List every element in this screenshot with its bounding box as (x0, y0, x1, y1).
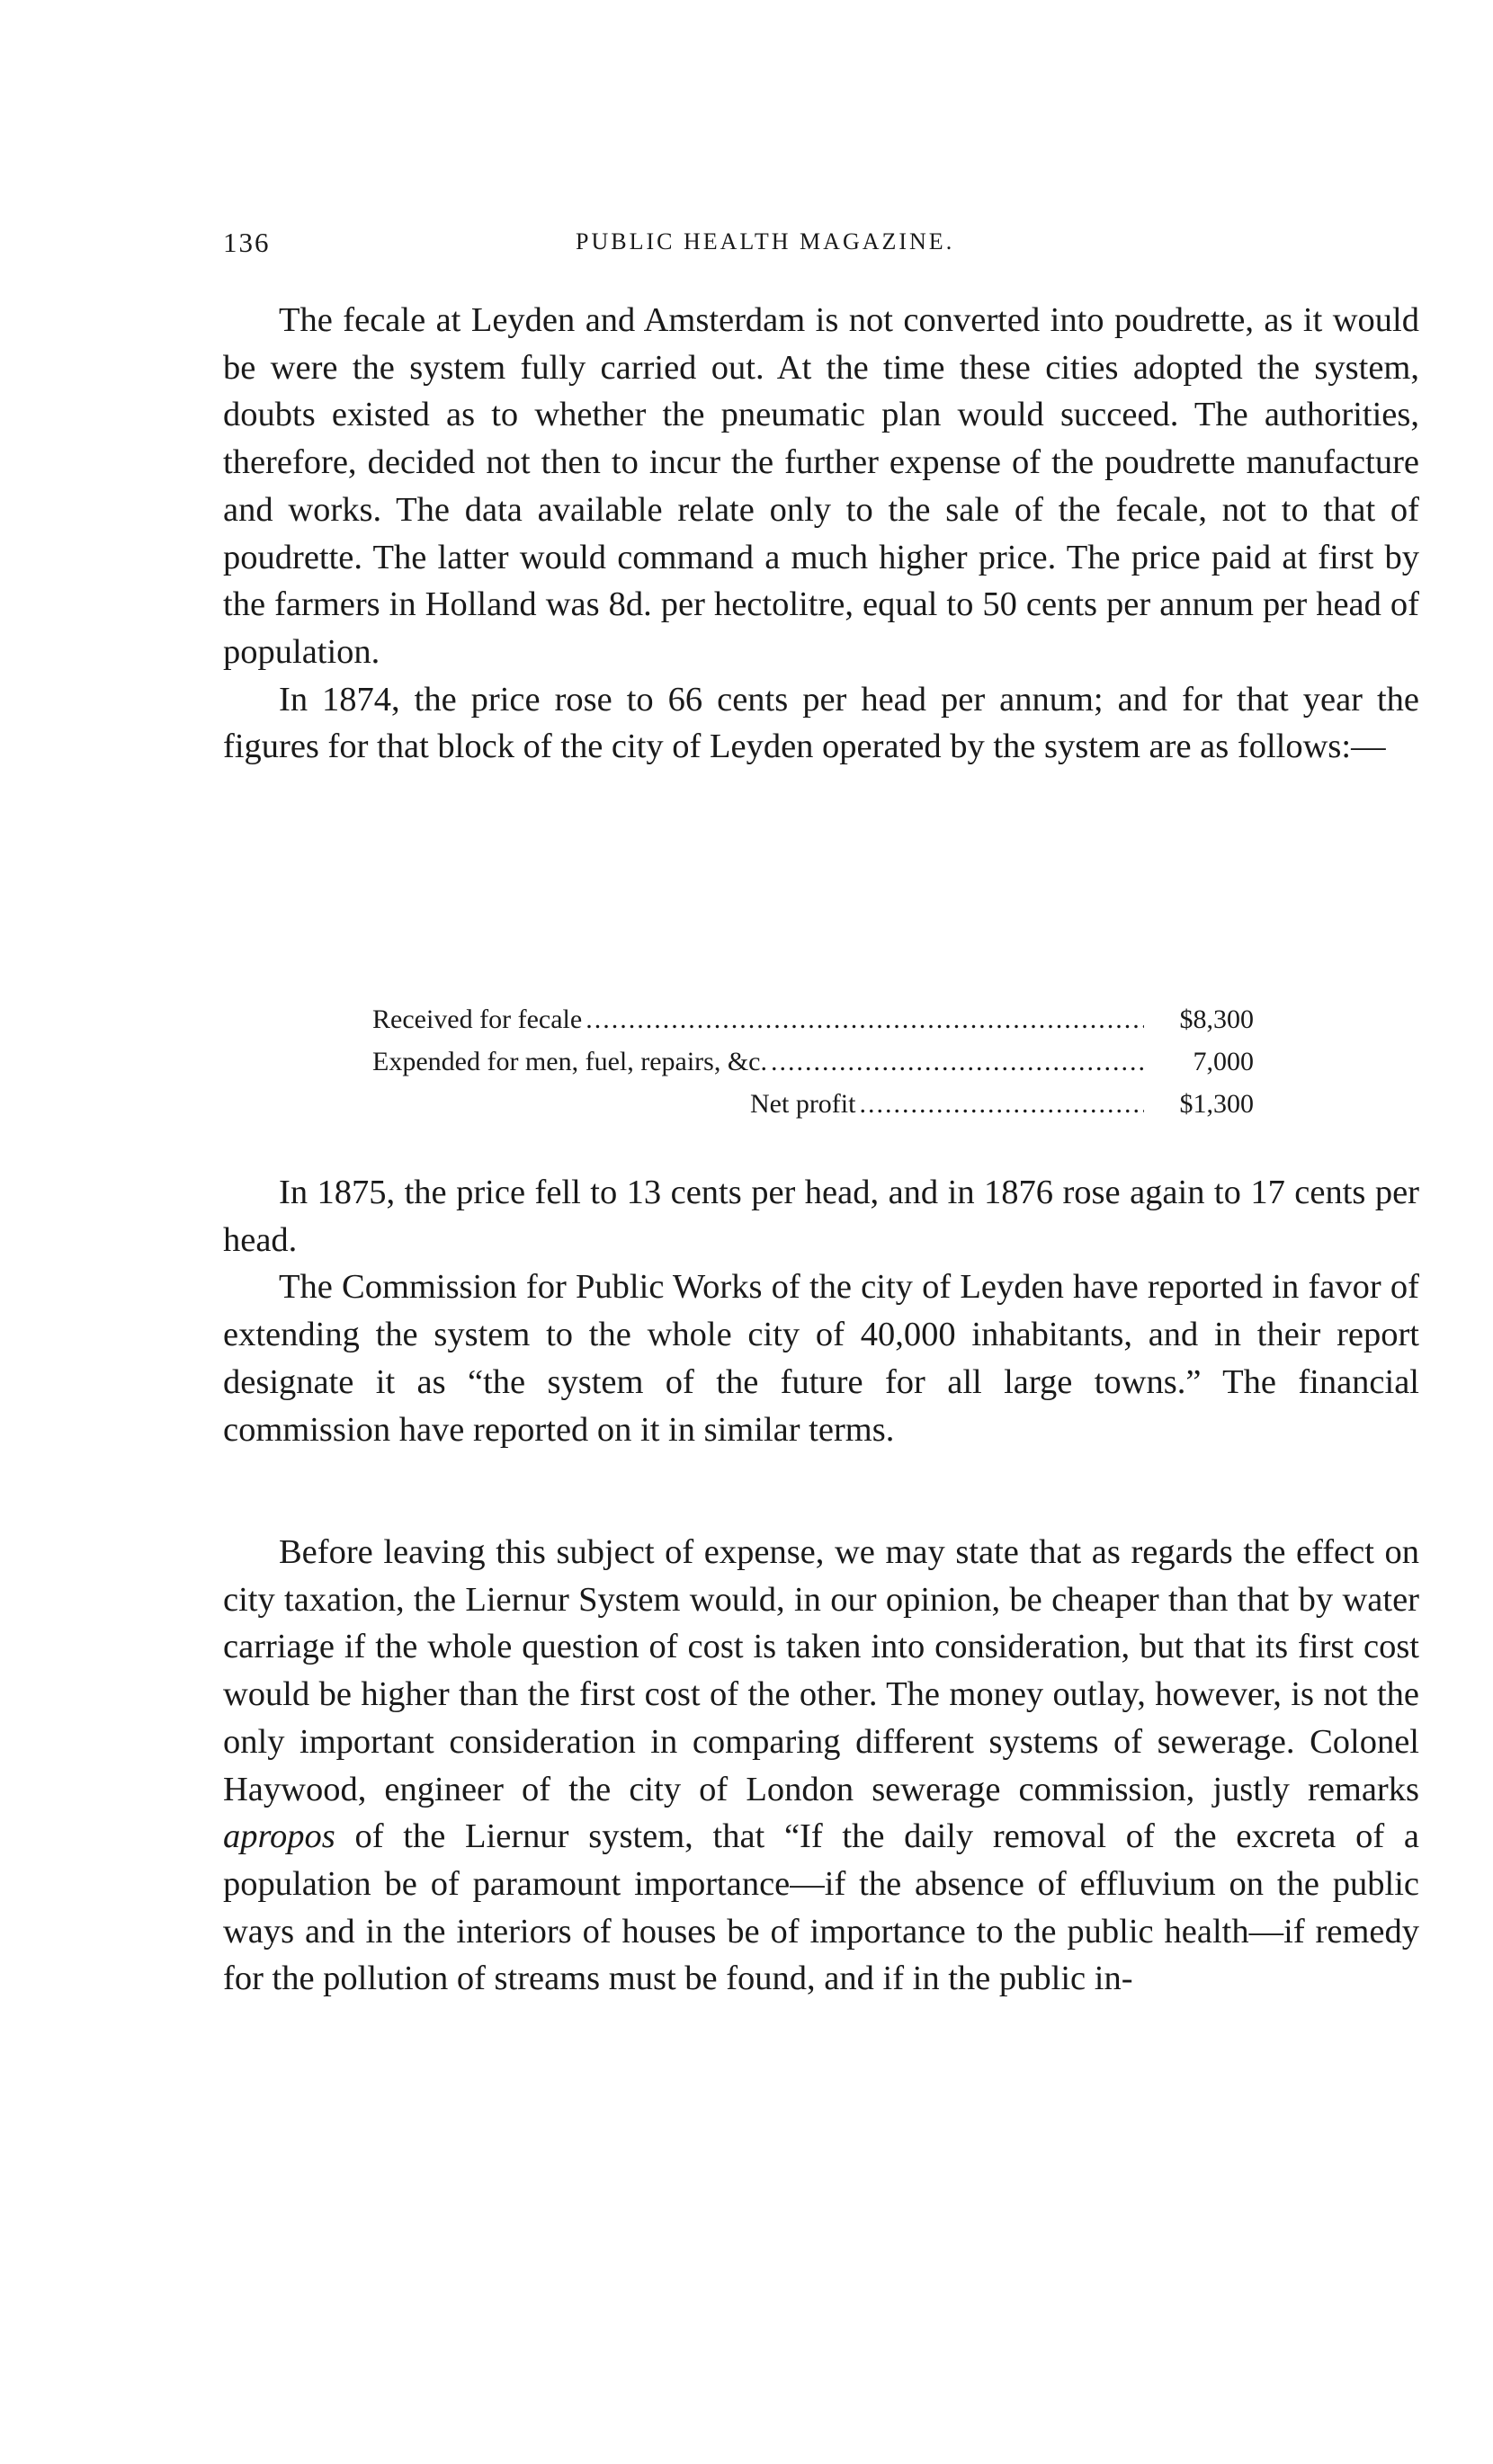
accounts-label: Net profit (750, 1089, 856, 1119)
leader-dots (586, 998, 1144, 1040)
journal-title: PUBLIC HEALTH MAGAZINE. (576, 228, 955, 254)
accounts-amount: $1,300 (1179, 1089, 1254, 1119)
body-text-bottom (223, 1529, 1419, 2003)
paragraph-fecale: The fecale at Leyden and Amsterdam is not converted into poudrette, as it would be were the system fully carried out. At the time these cities adopted the system, doubts existed as to whether the pneumatic plan would succeed. The authorities, therefore, decided not then to incur the further expense of the poudrette manufacture and works. The data available relate only to the sale of the fecale, not to that of poudrette. The latter would command a much higher price. The price paid at first by the farmers in Holland was 8d. per hectolitre, equal to 50 cents per annum per head of population. (223, 301, 1419, 671)
paragraph-expense (223, 1529, 1419, 2003)
body-text-top (223, 297, 1419, 771)
accounts-amount: $8,300 (1179, 1004, 1254, 1034)
italic-apropos: apropos (223, 1817, 335, 1856)
paragraph-1875: In 1875, the price fell to 13 cents per head, and in 1876 rose again to 17 cents per head. (223, 1174, 1419, 1259)
accounts-row-net-profit (372, 1083, 1254, 1125)
paragraph-1874: In 1874, the price rose to 66 cents per head per annum; and for that year the figures for that block of the city of Leyden operated by the system are as follows:— (223, 680, 1419, 766)
body-text-middle (223, 1169, 1419, 1453)
accounts-amount: 7,000 (1193, 1047, 1254, 1076)
accounts-label: Expended for men, fuel, repairs, &c. (372, 1047, 767, 1076)
accounts-table (372, 998, 1254, 1125)
running-head (223, 227, 1410, 263)
accounts-row-expended (372, 1040, 1254, 1083)
paragraph-commission: The Commission for Public Works of the city of Leyden have reported in favor of extending the system to the whole city of 40,000 inhabitants, and in their report designate it as “the system of the future for all large towns.” The financial commission have reported on it in similar terms. (223, 1268, 1419, 1449)
leader-dots (859, 1083, 1144, 1125)
leader-dots (771, 1040, 1144, 1083)
accounts-label: Received for fecale (372, 1004, 583, 1034)
accounts-row-received (372, 998, 1254, 1040)
paragraph-text-after: of the Liernur system, that “If the daily removal of the excreta of a population be of paramount importance—if the absence of effluvium on the public ways and in the interiors of houses be of importance to the public health—if remedy for the pollution of streams must be found, and if in the public in- (223, 1817, 1419, 1998)
paragraph-text-before: Before leaving this subject of expense, we may state that as regards the effect on city taxation, the Liernur System would, in our opinion, be cheaper than that by water carriage if the whole question of cost is taken into consideration, but that its first cost would be higher than the first cost of the other. The money outlay, however, is not the only important consideration in comparing different systems of sewerage. Colonel Haywood, engineer of the city of London sewerage commission, justly remarks (223, 1533, 1419, 1808)
page-number: 136 (223, 227, 271, 258)
